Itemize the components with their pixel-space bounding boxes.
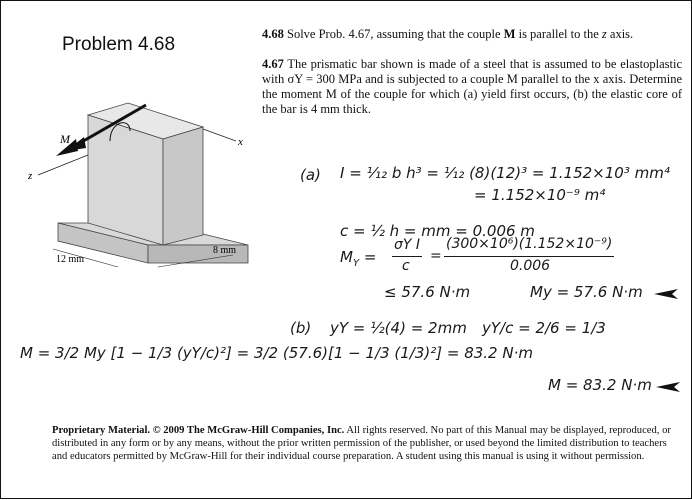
statement-4-68-text-a: Solve Prob. 4.67, assuming that the couple bbox=[287, 27, 504, 41]
bar-right-face bbox=[163, 127, 203, 245]
statement-4-67-text: The prismatic bar shown is made of a steel that is assumed to be elastoplastic with σY = 300 MPa and is subjected to a couple M parallel to the x axis. Determine the moment M of the couple for which (a) yield first occurs, (b) the elastic core of the bar is 4 mm thick. bbox=[262, 57, 682, 116]
my-frac2-bar bbox=[444, 256, 614, 257]
footer-bold: Proprietary Material. © 2009 The McGraw-Hill Companies, Inc. bbox=[52, 425, 345, 436]
statement-4-68-z: z bbox=[601, 27, 607, 41]
my-lhs-sub: Y bbox=[352, 258, 360, 269]
my-frac1-num: σY I bbox=[394, 237, 421, 253]
figure-label-z: z bbox=[28, 170, 33, 182]
figure-label-x: x bbox=[238, 136, 243, 148]
my-frac2-num: (300×10⁶)(1.152×10⁻⁹) bbox=[446, 236, 613, 252]
top-rule bbox=[0, 0, 692, 1]
c-line: c = ½ h = mm = 0.006 m bbox=[340, 222, 535, 240]
statement-4-68 bbox=[262, 27, 682, 42]
figure-dim-right: 8 mm bbox=[213, 245, 237, 256]
my-equals: = bbox=[430, 248, 442, 264]
answer-arrow-2 bbox=[656, 382, 680, 392]
statement-4-68-number: 4.68 bbox=[262, 27, 284, 41]
inertia-line-1: I = ¹⁄₁₂ b h³ = ¹⁄₁₂ (8)(12)³ = 1.152×10³ mm⁴ bbox=[340, 164, 670, 182]
footer-text: All rights reserved. No part of this Manual may be displayed, reproduced, or distributed in any form or by any means, without the prior written permission of the publisher, or used beyond the limited distribution to teachers and educators permitted by McGraw-Hill for their individual course preparation. A student using this manual is using it without permission. bbox=[52, 425, 671, 462]
statement-4-68-text-b: is parallel to the bbox=[515, 27, 602, 41]
statement-4-68-text-c: axis. bbox=[606, 27, 634, 41]
z-axis-line bbox=[38, 155, 88, 175]
statement-4-67 bbox=[262, 57, 682, 117]
footer-copyright bbox=[52, 424, 672, 463]
my-frac2-den: 0.006 bbox=[510, 258, 551, 274]
my-value: ≤ 57.6 N·m bbox=[384, 283, 471, 301]
x-axis-line bbox=[203, 129, 236, 141]
part-a-label: (a) bbox=[300, 166, 321, 184]
my-frac1-bar bbox=[392, 256, 422, 257]
my-lhs-M: M bbox=[340, 248, 353, 266]
part-b-label: (b) bbox=[290, 319, 312, 337]
statement-4-67-number: 4.67 bbox=[262, 57, 284, 71]
ratio-line: yY/c = 2/6 = 1/3 bbox=[482, 319, 606, 337]
statement-4-68-M: M bbox=[503, 27, 516, 41]
my-lhs: $M_Y$ = bbox=[340, 248, 377, 269]
inertia-line-2: = 1.152×10⁻⁹ m⁴ bbox=[474, 186, 606, 204]
answer-arrow-1 bbox=[654, 289, 678, 299]
m-answer: M = 83.2 N·m bbox=[548, 376, 652, 394]
my-answer: My = 57.6 N·m bbox=[530, 283, 643, 301]
figure-label-M: M bbox=[60, 132, 70, 146]
problem-label: Problem 4.68 bbox=[62, 34, 176, 55]
yy-line: yY = ½(4) = 2mm bbox=[330, 319, 467, 337]
m-line: M = 3/2 My [1 − 1/3 (yY/c)²] = 3/2 (57.6)[1 − 1/3 (1/3)²] = 83.2 N·m bbox=[20, 344, 533, 362]
prismatic-bar-figure bbox=[18, 95, 268, 295]
figure-dim-left: 12 mm bbox=[56, 254, 85, 265]
my-frac1-den: c bbox=[402, 258, 410, 274]
